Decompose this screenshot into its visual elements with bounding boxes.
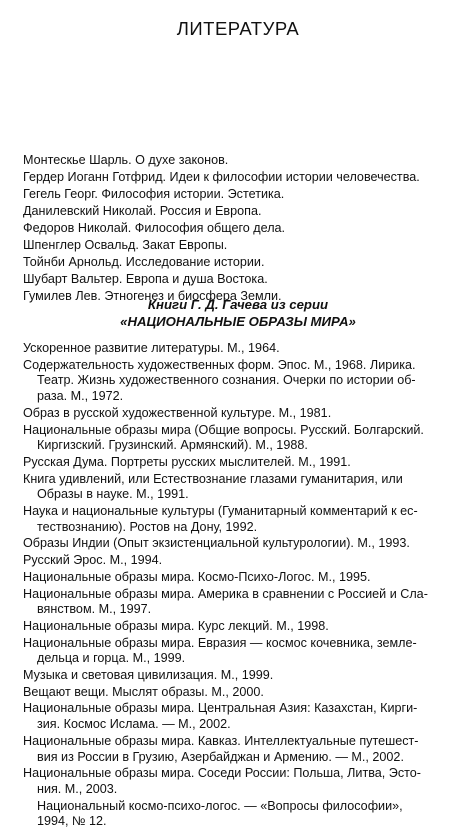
book-entry <box>23 766 463 797</box>
book-line: Книга удивлений, или Естествознание глазами гуманитария, или <box>23 471 403 486</box>
book-entry <box>23 472 463 503</box>
book-line: Образы в науке. М., 1991. <box>37 487 189 502</box>
book-entry <box>23 406 463 422</box>
literature-item: Данилевский Николай. Россия и Европа. <box>23 204 262 218</box>
book-entry <box>23 504 463 535</box>
books-list <box>23 341 463 831</box>
book-entry <box>23 799 463 830</box>
literature-item: Тойнби Арнольд. Исследование истории. <box>23 255 265 269</box>
book-line: Национальные образы мира (Общие вопросы. Русский. Болгарский. <box>23 422 424 437</box>
page-title: ЛИТЕРАТУРА <box>176 18 300 39</box>
literature-item: Гегель Георг. Философия истории. Эстетика. <box>23 187 285 201</box>
book-line: Национальные образы мира. Америка в сравнении с Россией и Сла- <box>23 586 428 601</box>
series-heading-line1: Книги Г. Д. Гачева из серии <box>147 297 329 312</box>
book-line: Национальные образы мира. Курс лекций. М., 1998. <box>23 618 329 633</box>
book-entry <box>23 455 463 471</box>
book-line: Национальные образы мира. Центральная Азия: Казахстан, Кирги- <box>23 701 418 716</box>
book-entry <box>23 423 463 454</box>
book-line: вия из России в Грузию, Азербайджан и Армению. — М., 2002. <box>37 749 404 764</box>
book-entry <box>23 587 463 618</box>
book-entry <box>23 734 463 765</box>
book-entry <box>23 553 463 569</box>
literature-item: Шубарт Вальтер. Европа и душа Востока. <box>23 272 268 286</box>
book-entry <box>23 570 463 586</box>
book-line: Национальные образы мира. Кавказ. Интеллектуальные путешест- <box>23 733 419 748</box>
book-line: Содержательность художественных форм. Эпос. М., 1968. Лирика. <box>23 357 416 372</box>
book-line: Русская Дума. Портреты русских мыслителей. М., 1991. <box>23 454 351 469</box>
book-entry <box>23 536 463 552</box>
book-line: Вещают вещи. Мыслят образы. М., 2000. <box>23 684 264 699</box>
book-entry <box>23 619 463 635</box>
book-line: раза. М., 1972. <box>37 389 124 404</box>
book-line: вянством. М., 1997. <box>37 602 152 617</box>
book-line: Киргизский. Грузинский. Армянский). М., 1988. <box>37 438 308 453</box>
literature-item: Монтескье Шарль. О духе законов. <box>23 153 229 167</box>
book-line: Наука и национальные культуры (Гуманитарный комментарий к ес- <box>23 504 418 519</box>
book-line: Ускоренное развитие литературы. М., 1964. <box>23 341 280 355</box>
book-entry <box>23 636 463 667</box>
book-entry <box>23 668 463 684</box>
book-line: Образ в русской художественной культуре. М., 1981. <box>23 405 332 420</box>
book-entry <box>23 358 463 405</box>
book-line: Образы Индии (Опыт экзистенциальной культурологии). М., 1993. <box>23 536 410 551</box>
book-line: Национальные образы мира. Космо-Психо-Логос. М., 1995. <box>23 569 371 584</box>
book-line: Национальный космо-психо-логос. — «Вопросы философии», <box>37 798 403 813</box>
book-line: Национальные образы мира. Соседи России: Польша, Литва, Эсто- <box>23 766 421 781</box>
book-line: зия. Космос Ислама. — М., 2002. <box>37 717 231 732</box>
literature-item: Шпенглер Освальд. Закат Европы. <box>23 238 228 252</box>
literature-item: Гердер Иоганн Готфрид. Идеи к философии истории человечества. <box>23 170 420 184</box>
book-entry <box>23 685 463 701</box>
series-heading <box>0 296 476 330</box>
book-entry <box>23 701 463 732</box>
literature-item: Федоров Николай. Философия общего дела. <box>23 221 286 235</box>
book-entry <box>23 341 463 357</box>
book-line: тествознанию). Ростов на Дону, 1992. <box>37 519 258 534</box>
book-line: Национальные образы мира. Евразия — космос кочевника, земле- <box>23 635 417 650</box>
literature-item: Гумилев Лев. Этногенез и биосфера Земли. <box>23 289 282 303</box>
book-line: Русский Эрос. М., 1994. <box>23 553 163 568</box>
book-line: дельца и горца. М., 1999. <box>37 651 186 666</box>
book-line: ния. М., 2003. <box>37 781 118 796</box>
series-heading-line2: «НАЦИОНАЛЬНЫЕ ОБРАЗЫ МИРА» <box>120 314 356 329</box>
book-line: Театр. Жизнь художественного сознания. Очерки по истории об- <box>37 373 416 388</box>
book-line: 1994, № 12. <box>37 814 107 829</box>
literature-list <box>23 152 463 305</box>
book-line: Музыка и световая цивилизация. М., 1999. <box>23 668 274 683</box>
